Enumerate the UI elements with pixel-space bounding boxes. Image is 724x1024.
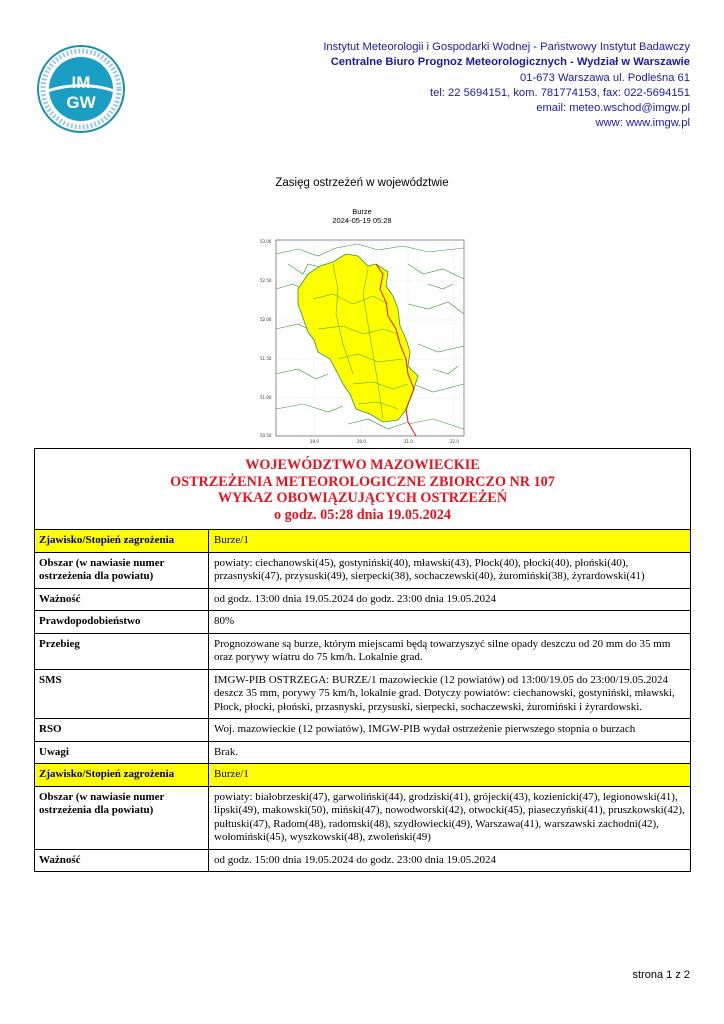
row-key: Ważność <box>35 849 209 871</box>
row-key: Zjawisko/Stopień zagrożenia <box>35 530 209 552</box>
y-tick-label: 52.00 <box>260 317 272 322</box>
table-row <box>35 741 690 764</box>
row-value: powiaty: ciechanowski(45), gostyniński(40), mławski(43), Płock(40), płocki(40), płoński(40), przasnyski(47), przysuski(49), sierpecki(38), sochaczewski(40), żuromiński(38), żyrardowski(41) <box>209 552 691 588</box>
row-key: Zjawisko/Stopień zagrożenia <box>35 764 209 787</box>
list-title: WYKAZ OBOWIĄZUJĄCYCH OSTRZEŻEŃ <box>217 490 508 506</box>
x-tick-label: 21.0 <box>404 439 413 444</box>
row-value: Burze/1 <box>209 530 691 552</box>
y-tick-label: 51.00 <box>260 395 272 400</box>
x-tick-label: 22.0 <box>450 439 459 444</box>
table-row <box>35 849 690 871</box>
header-email: email: meteo.wschod@imgw.pl <box>536 102 690 115</box>
bulletin-title: OSTRZEŻENIA METEOROLOGICZNE ZBIORCZO NR 107 <box>170 473 555 490</box>
row-key: RSO <box>35 719 209 742</box>
y-tick-label: 50.50 <box>260 433 272 438</box>
voivodeship-title: WOJEWÓDZTWO MAZOWIECKIE <box>245 457 480 473</box>
table-row <box>35 552 690 588</box>
row-value: IMGW-PIB OSTRZEGA: BURZE/1 mazowieckie (12 powiatów) od 13:00/19.05 do 23:00/19.05.2024 deszcz 35 mm, porywy 75 km/h, lokalnie grad. Dotyczy powiatów: ciechanowski, gostyniński, mławski, Płock, płocki, płoński, przasnyski, przysuski, sierpecki, sochaczewski, żuromiński i żyrardowski. <box>209 669 691 719</box>
x-tick-label: 19.0 <box>310 439 319 444</box>
table-row <box>35 786 690 849</box>
row-key: Ważność <box>35 588 209 611</box>
warnings-panel <box>34 448 691 872</box>
row-value: od godz. 15:00 dnia 19.05.2024 do godz. 23:00 dnia 19.05.2024 <box>209 849 691 871</box>
issue-time: o godz. 05:28 dnia 19.05.2024 <box>274 506 451 523</box>
row-value: Woj. mazowieckie (12 powiatów), IMGW-PIB wydał ostrzeżenie pierwszego stopnia o burzach <box>209 719 691 742</box>
svg-text:IM: IM <box>71 73 91 92</box>
header-line-1: Instytut Meteorologii i Gospodarki Wodnej - Państwowy Instytut Badawczy <box>323 41 690 53</box>
header-website: www: www.imgw.pl <box>595 117 690 130</box>
y-tick-label: 51.50 <box>260 356 272 361</box>
map-section-title: Zasięg ostrzeżeń w województwie <box>275 177 449 189</box>
table-row <box>35 633 690 669</box>
table-row <box>35 764 690 787</box>
header-phone: tel: 22 5694151, kom. 781774153, fax: 022-5694151 <box>429 86 690 99</box>
table-row <box>35 588 690 611</box>
row-key: Uwagi <box>35 741 209 764</box>
warning-map <box>258 234 468 446</box>
svg-text:GW: GW <box>66 93 96 112</box>
table-row <box>35 530 690 552</box>
page-number: strona 1 z 2 <box>632 969 690 981</box>
row-value: Prognozowane są burze, którym miejscami będą towarzyszyć silne opady deszczu od 20 mm do 35 mm oraz porywy wiatru do 75 km/h. Lokalnie grad. <box>209 633 691 669</box>
map-title: Burze <box>352 207 372 216</box>
row-key: SMS <box>35 669 209 719</box>
map-caption <box>0 207 724 225</box>
imgw-logo <box>36 44 126 134</box>
table-row <box>35 719 690 742</box>
row-key: Prawdopodobieństwo <box>35 611 209 634</box>
table-row <box>35 669 690 719</box>
header-line-2: Centralne Biuro Prognoz Meteorologicznych - Wydział w Warszawie <box>330 56 690 69</box>
panel-heading <box>35 449 690 530</box>
row-key: Obszar (w nawiasie numer ostrzeżenia dla powiatu) <box>35 552 209 588</box>
x-tick-label: 20.0 <box>357 439 366 444</box>
y-tick-label: 52.50 <box>260 278 272 283</box>
map-datetime: 2024-05-19 05:28 <box>332 216 392 225</box>
header-address: 01-673 Warszawa ul. Podleśna 61 <box>520 71 690 84</box>
row-key: Przebieg <box>35 633 209 669</box>
row-value: 80% <box>209 611 691 634</box>
row-value: powiaty: białobrzeski(47), garwoliński(44), grodziski(41), grójecki(43), kozienicki(47), legionowski(41), lipski(49), makowski(50), miński(47), nowodworski(42), otwocki(45), piaseczyński(41), pruszkowski(42), pułtuski(47), Radom(48), radomski(48), szydłowiecki(49), Warszawa(41), warszawski zachodni(42), wołomiński(45), wyszkowski(48), zwoleński(49) <box>209 786 691 849</box>
row-value: od godz. 13:00 dnia 19.05.2024 do godz. 23:00 dnia 19.05.2024 <box>209 588 691 611</box>
row-key: Obszar (w nawiasie numer ostrzeżenia dla powiatu) <box>35 786 209 849</box>
row-value: Brak. <box>209 741 691 764</box>
y-tick-label: 53.00 <box>260 239 272 244</box>
row-value: Burze/1 <box>209 764 691 787</box>
table-row <box>35 611 690 634</box>
warnings-table <box>35 530 690 871</box>
institute-header <box>323 40 690 132</box>
